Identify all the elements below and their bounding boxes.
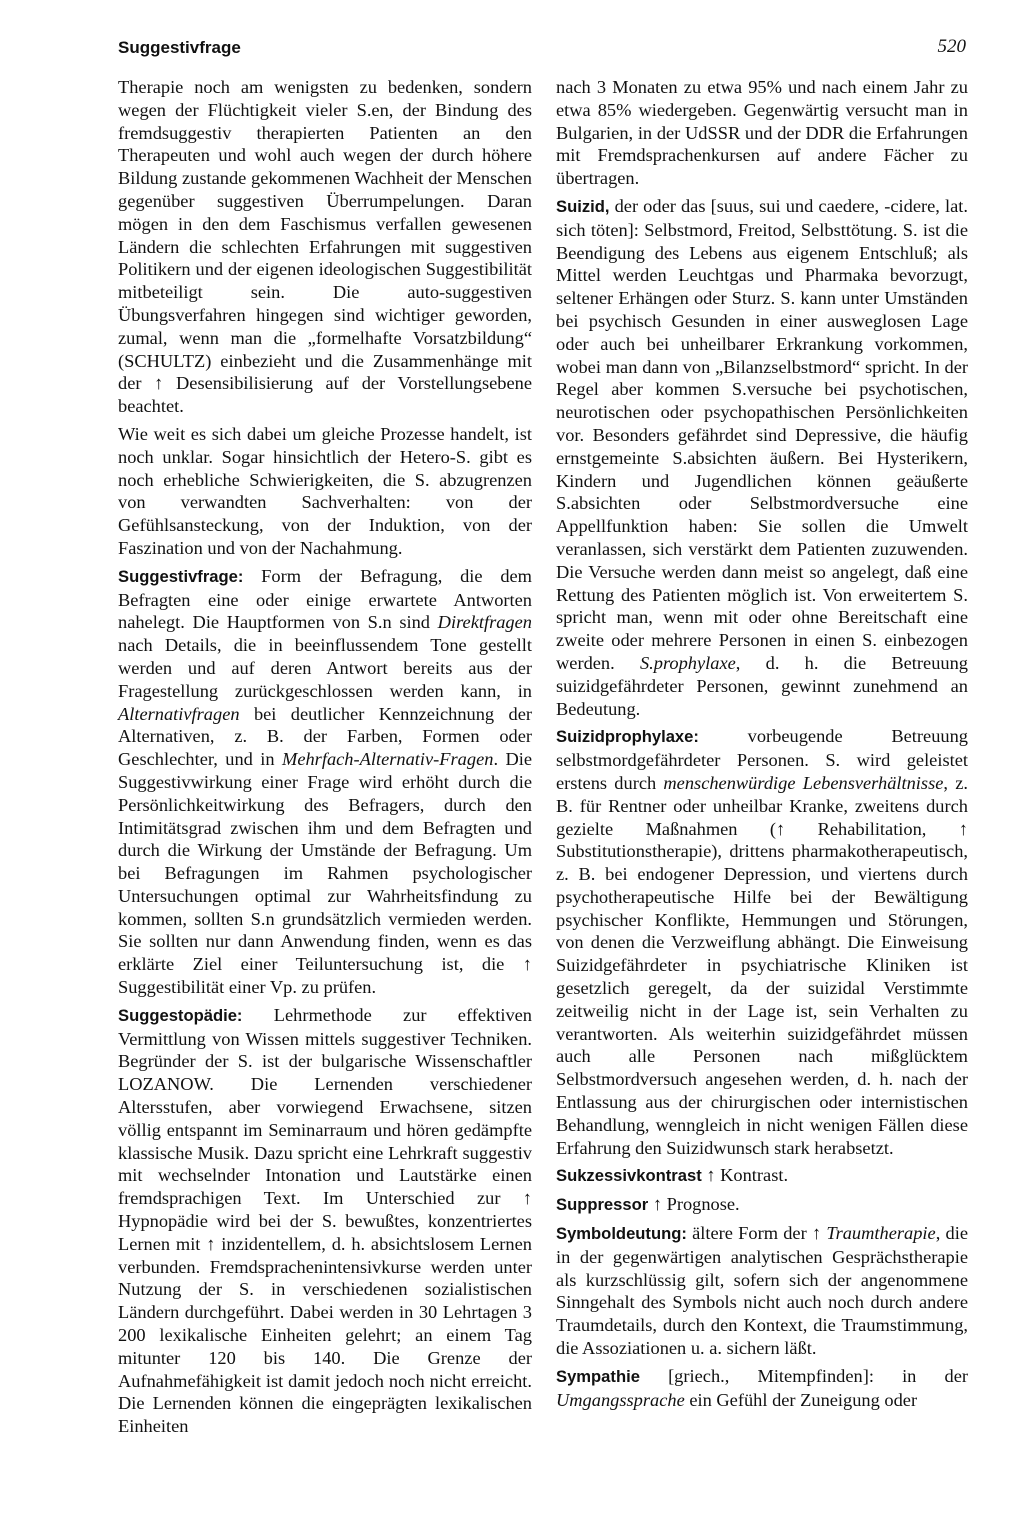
entry-text: der oder das [suus, sui und caedere, -cidere, lat. sich töten]: Selbstmord, Freitod, Selbsttötung. S. ist die Beendigung des Lebens aus eigenem Entschluß; als Mittel werden Leuchtgas und Pharmaka bevorzugt, seltener Erhängen oder Sturz. S. kann unter Umständen bei psychisch Gesunden in einer ausweglosen Lage oder auch bei unheilbarer Erkrankung vorkommen, wobei man dann von „Bilanzselbstmord“ spricht. In der Regel aber kommen S.versuche bei psychotischen, neurotischen oder psychopathischen Persönlichkeiten vor. Besonders gefährdet sind Depressive, die häufig ernstgemeinte S.absichten äußern. Bei Hysterikern, Kindern und Jugendlichen können geäußerte S.absichten oder Selbstmordversuche eine Appellfunktion haben: Sie sollen die Umwelt veranlassen, sich verstärkt dem Patienten zuzuwenden. Die Versuche werden dann meist so angelegt, daß eine Rettung des Patienten möglich ist. Von erweitertem S. spricht man, wenn mit oder ohne Bereitschaft eine zweite oder mehrere Personen in einen S. einbezogen werden. xyxy=(556,195,968,673)
entry-suggestivfrage xyxy=(118,565,532,999)
entry-text: ein Gefühl der Zuneigung oder xyxy=(684,1389,918,1410)
entry-text: Lehrmethode zur effektiven Vermittlung von Wissen mittels suggestiver Techniken. Begründer der S. ist der bulgarische Wissenschaftler LOZANOW. Die Lernenden verschiedener Altersstufen, aber vorwiegend Erwachsene, sitzen völlig entspannt im Seminarraum und hören gedämpfte klassische Musik. Dazu spricht eine Lehrkraft suggestiv mit wechselnder Intonation und Lautstärke einen fremdsprachigen Text. Im Unterschied zur ↑ Hypnopädie wird bei der S. bewußtes, konzentriertes Lernen mit ↑ inzidentellem, d. h. absichtslosem Lernen verbunden. Fremdsprachenintensivkurse werden unter Nutzung der S. in verschiedenen sozialistischen Ländern durchgeführt. Dabei werden in 30 Lehrtagen 3 200 lexikalische Einheiten gelehrt; an einem Tag mitunter 120 bis 140. Die Grenze der Aufnahmefähigkeit ist damit jedoch noch nicht erreicht. Die Lernenden können die eingeprägten lexikalischen Einheiten xyxy=(118,1004,532,1437)
entry-symboldeutung xyxy=(556,1222,968,1360)
entry-text: . Die Suggestivwirkung einer Frage wird erhöht durch die Persönlichkeitwirkung des Befragers, durch den Intimitätsgrad zwischen ihm und dem Befragten und durch die Wirkung der Umstände der Befragung. Um bei Befragungen im Rahmen psychologischer Untersuchungen optimal zur Wahrheitsfindung zu kommen, sollten S.n grundsätzlich vermieden werden. Sie sollten nur dann Anwendung finden, wenn es das erklärte Ziel einer Teiluntersuchung ist, die ↑ Suggestibilität einer Vp. zu prüfen. xyxy=(118,749,533,998)
entry-term: Suizid, xyxy=(556,196,610,216)
entry-italic: Direktfragen xyxy=(437,612,532,633)
entry-term: Sukzessivkontrast xyxy=(556,1166,702,1186)
entry-text: Form der Befragung, die dem Befragten eine oder einige erwartete Antworten nahelegt. Die Hauptformen von S.n sind xyxy=(118,565,532,633)
entry-text: ↑ Kontrast. xyxy=(701,1165,789,1186)
entry-italic: menschenwürdige Lebensverhältnisse xyxy=(663,772,944,793)
entry-text: vorbeugende Betreuung selbstmordgefährdeter Personen. S. wird geleistet erstens durch xyxy=(556,726,968,793)
entry-italic: Umgangssprache xyxy=(556,1389,685,1410)
entry-suggestopaedie xyxy=(118,1004,532,1438)
continued-paragraph: Therapie noch am wenigsten zu bedenken, sondern wegen der Flüchtigkeit vieler S.en, der Bindung des fremdsuggestiv therapierten Patienten an den Therapeuten und wohl auch wegen der durch höhere Bildung zustande gekommenen Wachheit der Menschen gegenüber suggestiven Überrumpelungen. Daran mögen in den dem Faschismus verfallen gewesenen Ländern die schlechten Erfahrungen mit suggestiven Politikern und der eigenen ideologischen Suggestibilität mitbeteiligt sein. Die auto-suggestiven Übungsverfahren hingegen sind wichtiger geworden, zumal, wenn man die „formelhafte Vorsatzbildung“ (SCHULTZ) einbezieht und die Zusammenhänge mit der ↑ Desensibilisierung auf der Vorstellungsebene beachtet. xyxy=(118,77,532,417)
left-column xyxy=(118,76,532,1443)
entry-text: nach Details, die in beeinflussendem Tone gestellt werden und auf deren Antwort bereits aus der Fragestellung zurückgeschlossen werden kann, in xyxy=(118,635,532,701)
entry-suizidprophylaxe xyxy=(556,725,968,1159)
entry-term: Suggestopädie: xyxy=(118,1005,243,1025)
entry-text: , d. h. die Betreuung suizidgefährdeter Personen, gewinnt zunehmend an Bedeutung. xyxy=(556,652,968,719)
paragraph: Wie weit es sich dabei um gleiche Prozesse handelt, ist noch unklar. Sogar hinsichtlich der Hetero-S. gibt es noch erhebliche Schwierigkeiten, die S. abzugrenzen von verwandten Sachverhalten: von der Gefühlsansteckung, von der Induktion, von der Faszination und von der Nachahmung. xyxy=(118,423,532,558)
entry-italic: Traumtherapie xyxy=(826,1223,936,1244)
entry-italic: S.prophylaxe xyxy=(639,652,736,673)
entry-term: Suggestivfrage: xyxy=(118,566,244,586)
entry-text: bei deutlicher Kennzeichnung der Alternativen, z. B. der Farben, Formen oder Geschlechter, und in xyxy=(118,703,532,770)
right-column xyxy=(556,76,968,1416)
entry-suppressor xyxy=(556,1193,968,1217)
entry-sympathie xyxy=(556,1365,968,1412)
entry-text: ↑ Prognose. xyxy=(648,1194,740,1215)
entry-italic: Mehrfach-Alternativ-Fragen xyxy=(282,749,494,770)
entry-text: , die in der gegenwärtigen analytischen Gesprächstherapie als kurzschlüssig gilt, sofern sich der angenommene Sinngehalt des Symbols nicht auch noch durch andere Traumdetails, durch den Kontext, die Traumstimmung, die Assoziationen u. a. sichern läßt. xyxy=(556,1223,968,1359)
entry-italic: Alternativfragen xyxy=(118,703,240,724)
running-head: Suggestivfrage xyxy=(118,38,241,57)
entry-term: Suppressor xyxy=(556,1195,649,1215)
entry-text: ältere Form der ↑ xyxy=(686,1223,827,1244)
entry-term: Suizidprophylaxe: xyxy=(556,727,699,747)
entry-text: [griech., Mitempfinden]: in der xyxy=(639,1365,968,1386)
entry-term: Symboldeutung: xyxy=(556,1224,687,1244)
entry-sukzessivkontrast xyxy=(556,1164,968,1188)
entry-suizid xyxy=(556,195,968,720)
continued-paragraph: nach 3 Monaten zu etwa 95% und nach einem Jahr zu etwa 85% wiedergeben. Gegenwärtig versucht man in Bulgarien, in der UdSSR und der DDR die Erfahrungen mit Fremdsprachenkursen auf andere Fächer zu übertragen. xyxy=(556,77,968,189)
entry-term: Sympathie xyxy=(556,1366,640,1386)
page-number: 520 xyxy=(937,36,966,57)
entry-text: , z. B. für Rentner oder unheilbar Kranke, zweitens durch gezielte Maßnahmen (↑ Rehabilitation, ↑ Substitutionstherapie), drittens pharmakotherapeutisch, z. B. bei endogener Depression, und viertens durch psychotherapeutische Hilfe bei der Bewältigung psychischer Konflikte, Hemmungen und Störungen, von denen die Verzweiflung abhängt. Die Einweisung Suizidgefährdeter in psychiatrische Kliniken ist gesetzlich geregelt, da der suizidal Verstimmte zeitweilig nicht in der Lage ist, sein Verhalten zu verantworten. Als weiterhin suizidgefährdet müssen auch alle Personen nach mißglücktem Selbstmordversuch angesehen werden, d. h. nach der Entlassung aus der chirurgischen oder internistischen Behandlung, wenngleich in nicht wenigen Fällen diese Erfahrung den Suizidwunsch stark herabsetzt. xyxy=(556,772,968,1158)
